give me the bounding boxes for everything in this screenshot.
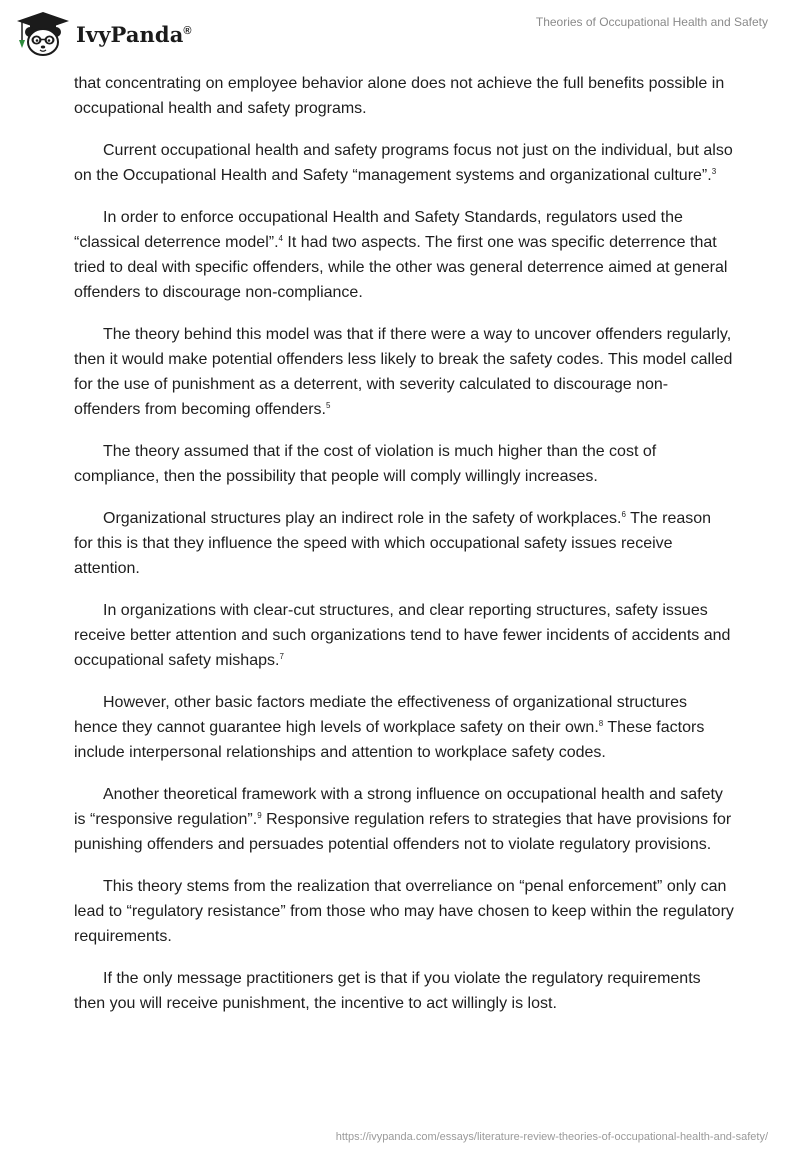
footnote-ref[interactable]: 7 <box>279 652 284 661</box>
panda-graduate-icon <box>14 10 72 58</box>
footnote-ref[interactable]: 8 <box>598 719 604 728</box>
footnote-ref[interactable]: 3 <box>711 167 717 176</box>
paragraph: Another theoretical framework with a strong influence on occupational health and safety is “responsive regulation”.$^9$ Responsive regulation refers to strategies that have provisions for punishing offenders and persuades potential offenders not to violate regulatory provisions. <box>74 786 732 853</box>
paragraph: that concentrating on employee behavior alone does not achieve the full benefits possible in occupational health and safety programs. <box>74 75 725 117</box>
document-title: Theories of Occupational Health and Safety <box>535 15 768 29</box>
ivypanda-logo[interactable] <box>14 10 192 58</box>
paragraph: However, other basic factors mediate the effectiveness of organizational structures hence they cannot guarantee high levels of workplace safety on their own.$^8$ These factors include interpersonal relationships and attention to workplace safety codes. <box>74 694 705 761</box>
essay-body <box>74 71 734 1033</box>
paragraph: In order to enforce occupational Health and Safety Standards, regulators used the “classical deterrence model”.$^4$ It had two aspects. The first one was specific deterrence that tried to deal with specific offenders, while the other was general deterrence aimed at general offenders to discourage non-compliance. <box>74 209 728 301</box>
footnote-ref[interactable]: 6 <box>621 510 626 519</box>
paragraph: If the only message practitioners get is that if you violate the regulatory requirements then you will receive punishment, the incentive to act willingly is lost. <box>74 970 701 1012</box>
page-header <box>0 0 800 70</box>
source-url-link[interactable]: https://ivypanda.com/essays/literature-review-theories-of-occupational-health-and-safety/ <box>335 1131 768 1143</box>
footnote-ref[interactable]: 4 <box>278 234 283 243</box>
paragraph: Current occupational health and safety programs focus not just on the individual, but also on the Occupational Health and Safety “management systems and organizational culture”.$^3$ <box>74 142 733 184</box>
footnote-ref[interactable]: 5 <box>326 401 331 410</box>
paragraph: Organizational structures play an indirect role in the safety of workplaces.$^6$ The reason for this is that they influence the speed with which occupational safety issues receive attention. <box>74 510 712 577</box>
paragraph: This theory stems from the realization that overreliance on “penal enforcement” only can lead to “regulatory resistance” from those who may have chosen to keep within the regulatory requirements. <box>74 878 734 945</box>
paragraph: In organizations with clear-cut structures, and clear reporting structures, safety issues receive better attention and such organizations tend to have fewer incidents of accidents and occupational safety mishaps.$^7$ <box>74 602 731 669</box>
footnote-ref[interactable]: 9 <box>257 811 262 820</box>
paragraph: The theory behind this model was that if there were a way to uncover offenders regularly, then it would make potential offenders less likely to break the safety codes. This model called for the use of punishment as a deterrent, with severity calculated to discourage non-offenders from becoming offenders.$^5$ <box>74 326 733 418</box>
paragraph: The theory assumed that if the cost of violation is much higher than the cost of compliance, then the possibility that people will comply willingly increases. <box>74 443 657 485</box>
logo-text: IvyPanda® <box>76 21 192 47</box>
